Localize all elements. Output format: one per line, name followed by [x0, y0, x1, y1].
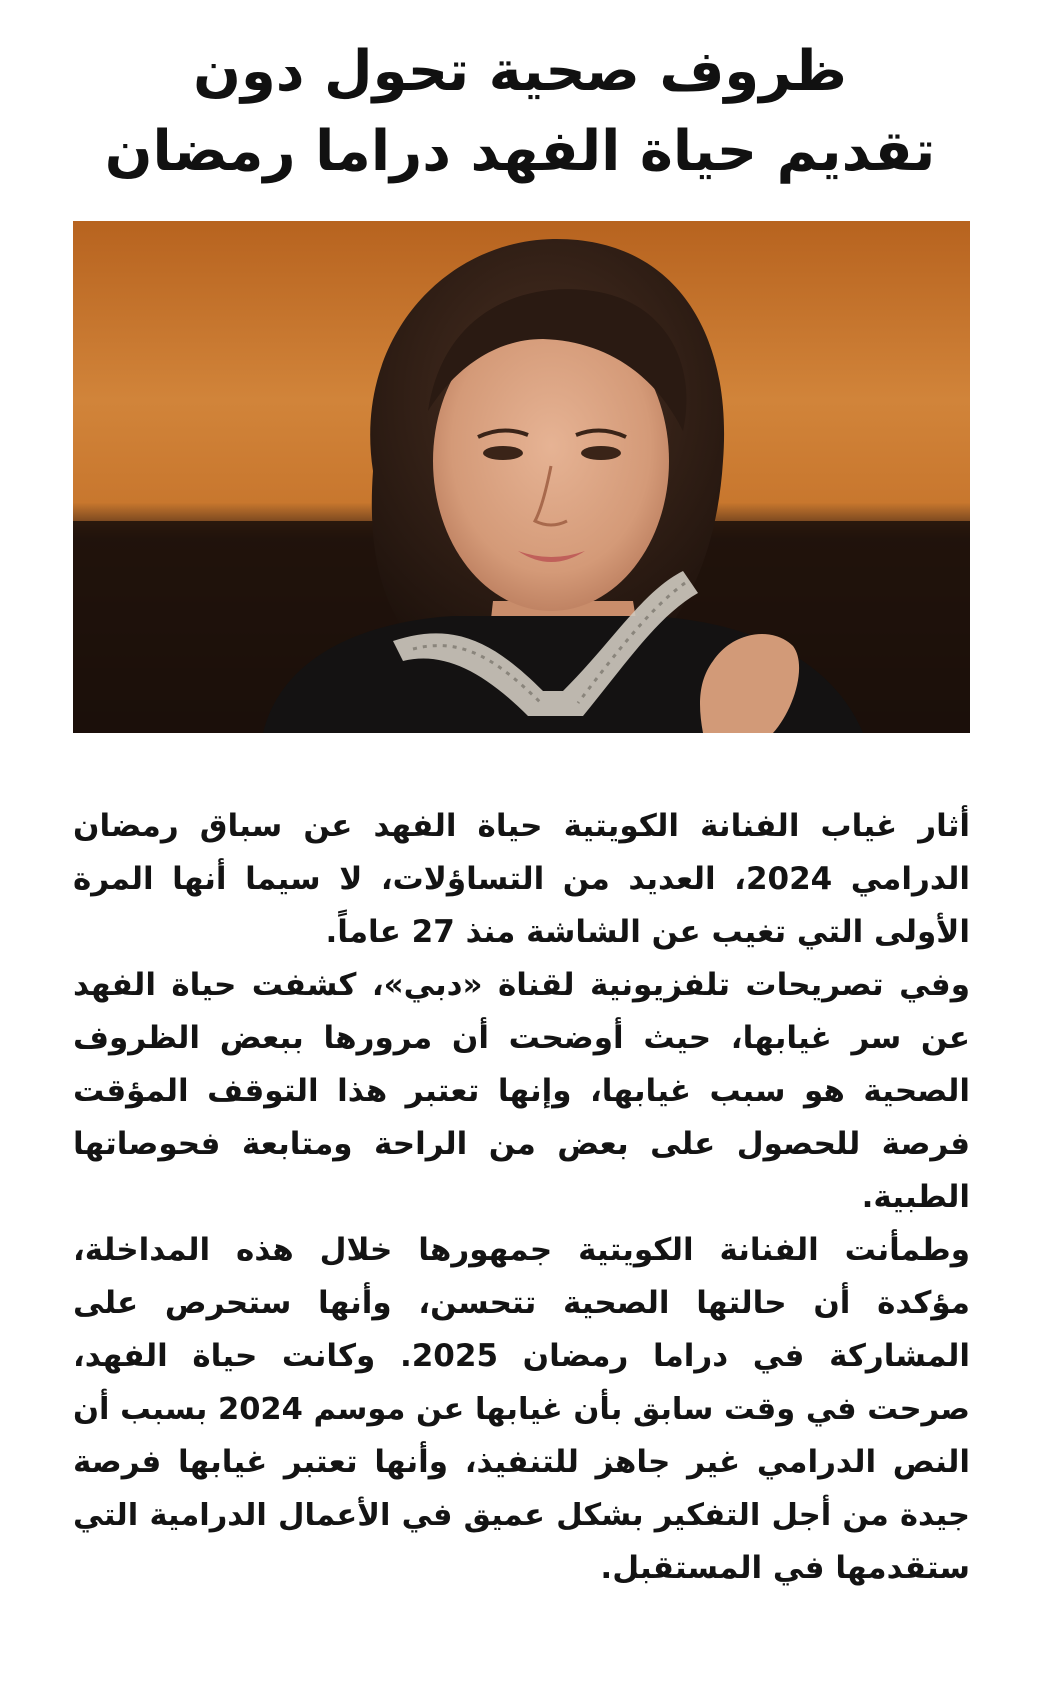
body-line: عن سر غيابها، حيث أوضحت أن مرورها ببعض الظروف: [73, 1020, 970, 1056]
article-photo: [73, 221, 970, 733]
body-line: جيدة من أجل التفكير بشكل عميق في الأعمال الدرامية التي: [73, 1498, 970, 1533]
headline-line-1: ظروف صحية تحول دون: [193, 39, 847, 104]
portrait-photo-icon: [73, 221, 970, 733]
headline-line-2: تقديم حياة الفهد دراما رمضان: [104, 119, 936, 184]
article-body: [73, 800, 970, 1595]
article-headline: [70, 32, 970, 192]
body-line: وطمأنت الفنانة الكويتية جمهورها خلال هذه المداخلة،: [73, 1232, 970, 1268]
body-line: صرحت في وقت سابق بأن غيابها عن موسم 2024 بسبب أن: [73, 1392, 970, 1427]
body-line: النص الدرامي غير جاهز للتنفيذ، وأنها تعتبر غيابها فرصة: [73, 1444, 970, 1480]
body-line: الصحية هو سبب غيابها، وإنها تعتبر هذا التوقف المؤقت: [73, 1073, 970, 1109]
body-line: مؤكدة أن حالتها الصحية تتحسن، وأنها ستحرص على: [73, 1285, 970, 1321]
body-line: أثار غياب الفنانة الكويتية حياة الفهد عن سباق رمضان: [73, 808, 970, 844]
body-line: وفي تصريحات تلفزيونية لقناة «دبي»، كشفت حياة الفهد: [73, 967, 970, 1003]
body-line: الدرامي 2024، العديد من التساؤلات، لا سيما أنها المرة: [73, 861, 970, 897]
body-line: الأولى التي تغيب عن الشاشة منذ 27 عاماً.: [325, 914, 970, 950]
body-line: المشاركة في دراما رمضان 2025. وكانت حياة الفهد،: [73, 1338, 971, 1374]
body-line: ستقدمها في المستقبل.: [600, 1550, 970, 1586]
body-line: الطبية.: [861, 1179, 970, 1215]
body-line: فرصة للحصول على بعض من الراحة ومتابعة فحوصاتها: [73, 1126, 970, 1162]
